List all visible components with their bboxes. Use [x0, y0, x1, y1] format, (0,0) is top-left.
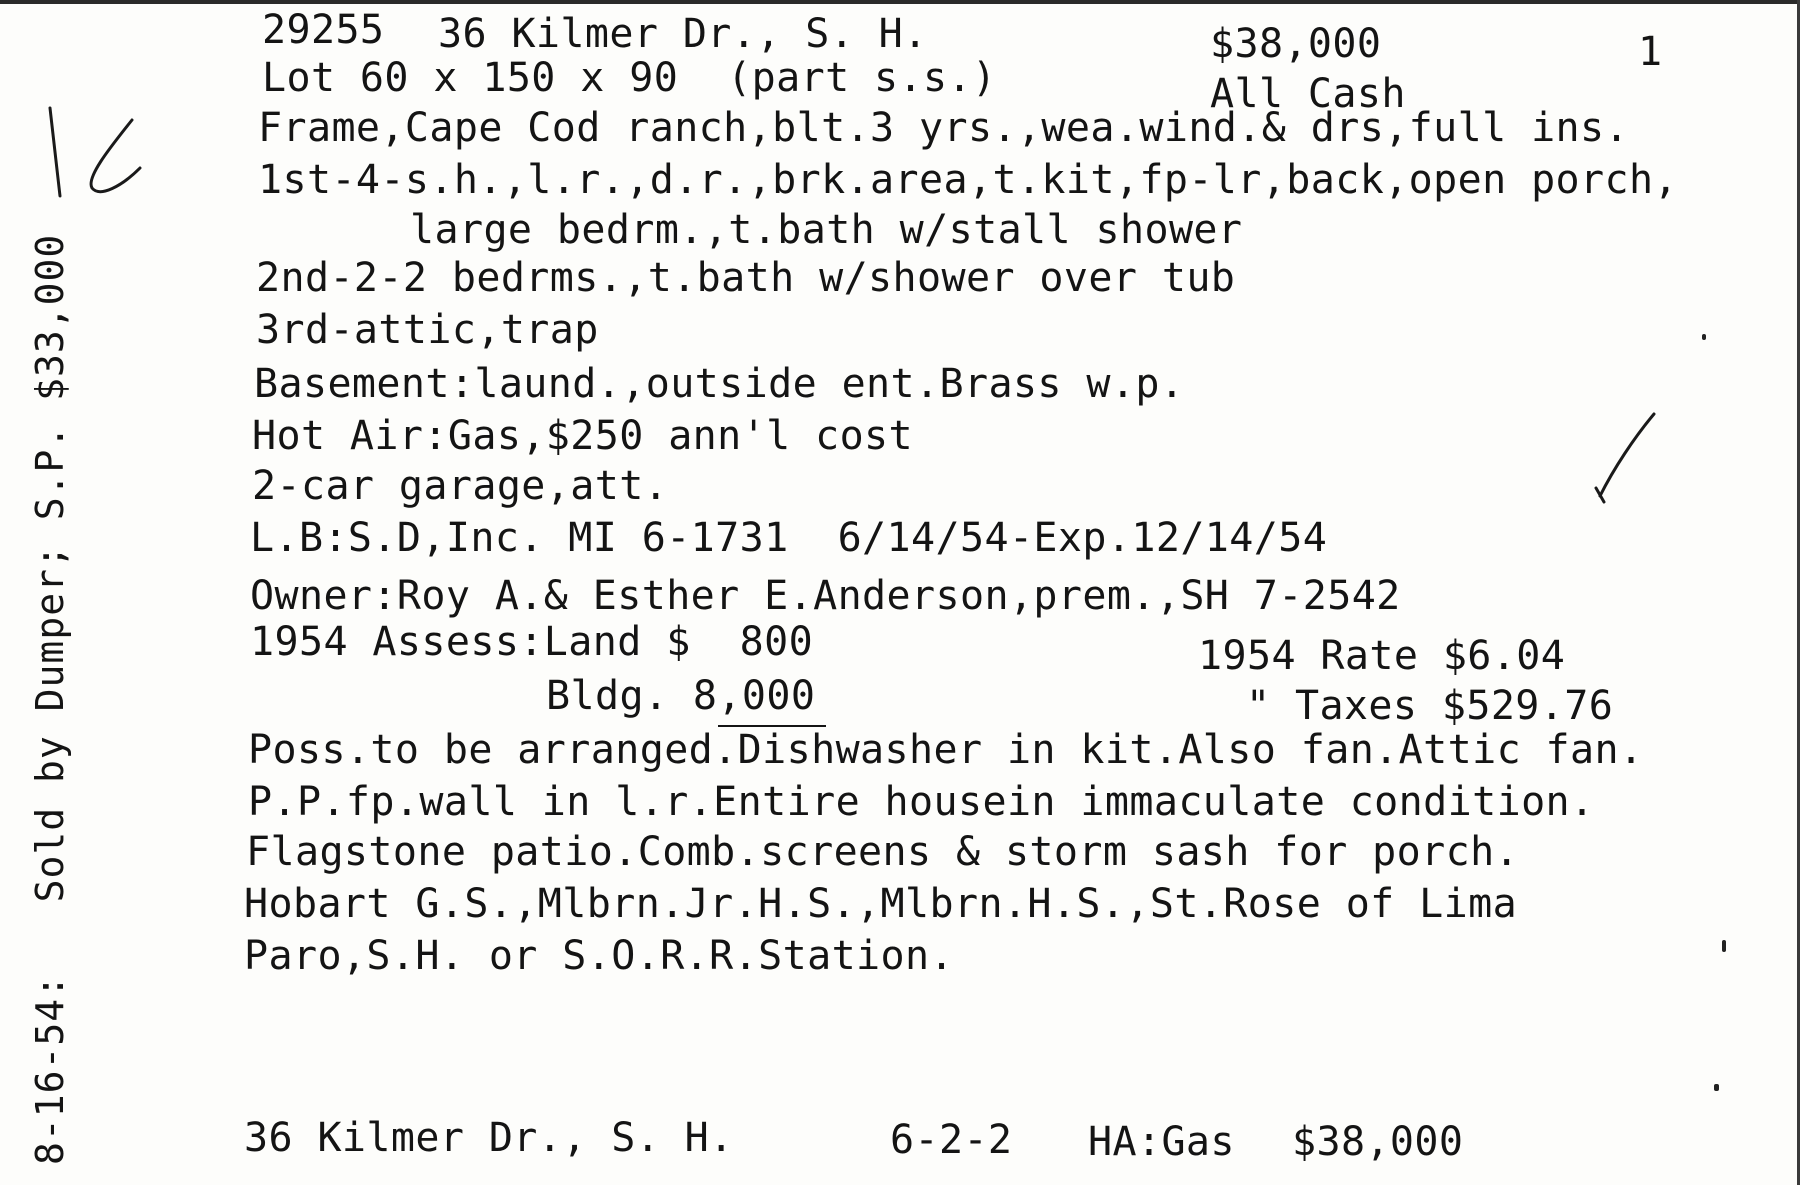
- construction-line: Frame,Cape Cod ranch,blt.3 yrs.,wea.wind.& drs,full ins.: [258, 105, 1629, 151]
- owner-line: Owner:Roy A.& Esther E.Anderson,prem.,SH 7-2542: [250, 573, 1401, 619]
- card-number: 1: [1638, 29, 1663, 75]
- assessment-land: 1954 Assess:Land $ 800: [250, 619, 814, 665]
- footer-heat: HA:Gas: [1088, 1119, 1235, 1165]
- second-floor-line: 2nd-2-2 bedrms.,t.bath w/shower over tub: [256, 255, 1236, 301]
- assessment-building: Bldg. 8,000: [546, 673, 816, 719]
- footer-address: 36 Kilmer Dr., S. H.: [244, 1115, 734, 1161]
- lot-size: Lot 60 x 150 x 90 (part s.s.): [262, 55, 997, 101]
- listing-broker-line: L.B:S.D,Inc. MI 6-1731 6/14/54-Exp.12/14/54: [250, 515, 1328, 561]
- scan-speck: [1714, 1084, 1719, 1091]
- taxes: " Taxes $529.76: [1246, 683, 1614, 729]
- remarks-line-5: Paro,S.H. or S.O.R.R.Station.: [244, 933, 954, 979]
- scan-speck: [1722, 940, 1726, 952]
- heat-line: Hot Air:Gas,$250 ann'l cost: [252, 413, 914, 459]
- remarks-line-3: Flagstone patio.Comb.screens & storm sash for porch.: [246, 829, 1520, 875]
- tax-rate: 1954 Rate $6.04: [1198, 633, 1566, 679]
- first-floor-line-2: large bedrm.,t.bath w/stall shower: [410, 207, 1243, 253]
- garage-line: 2-car garage,att.: [252, 463, 669, 509]
- terms: All Cash: [1210, 71, 1406, 117]
- initial-scribble-icon: [30, 96, 150, 206]
- remarks-line-1: Poss.to be arranged.Dishwasher in kit.Also fan.Attic fan.: [248, 727, 1644, 773]
- scan-speck: [1702, 334, 1706, 340]
- card-top-edge: [0, 0, 1800, 4]
- first-floor-line-1: 1st-4-s.h.,l.r.,d.r.,brk.area,t.kit,fp-lr,back,open porch,: [258, 157, 1678, 203]
- third-floor-line: 3rd-attic,trap: [256, 307, 599, 353]
- listing-number: 29255: [262, 7, 385, 53]
- check-mark-icon: [1594, 408, 1664, 508]
- basement-line: Basement:laund.,outside ent.Brass w.p.: [254, 361, 1185, 407]
- remarks-line-4: Hobart G.S.,Mlbrn.Jr.H.S.,Mlbrn.H.S.,St.Rose of Lima: [244, 881, 1518, 927]
- footer-price: $38,000: [1292, 1119, 1464, 1165]
- remarks-line-2: P.P.fp.wall in l.r.Entire housein immaculate condition.: [248, 779, 1595, 825]
- header-price: $38,000: [1210, 21, 1382, 67]
- header-address: 36 Kilmer Dr., S. H.: [438, 11, 928, 57]
- footer-rooms: 6-2-2: [890, 1117, 1013, 1163]
- sold-note: 8-16-54: Sold by Dumper; S.P. $33,000: [28, 233, 72, 1165]
